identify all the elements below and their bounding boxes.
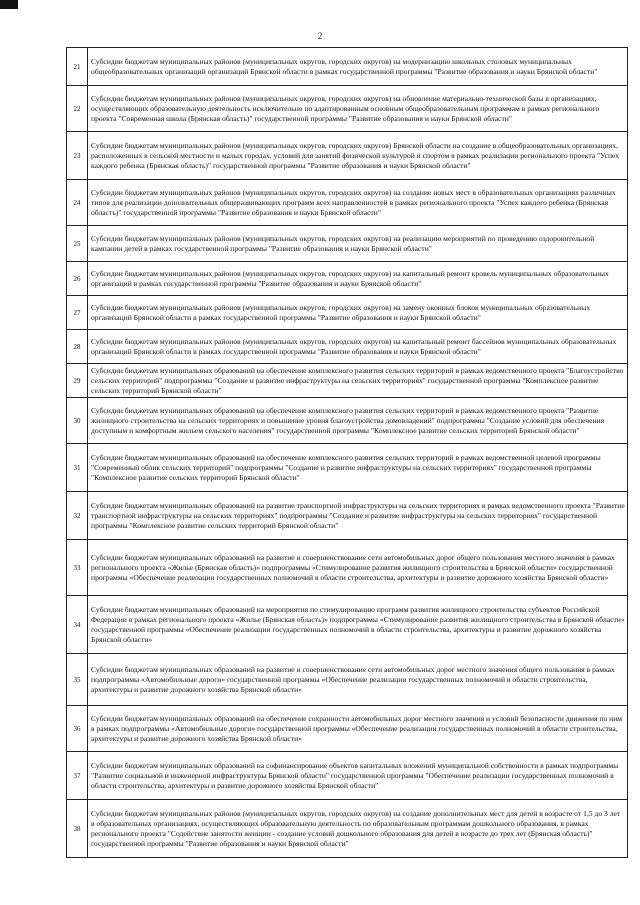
table-row xyxy=(67,132,628,180)
row-number: 27 xyxy=(67,296,88,330)
row-description: Субсидии бюджетам муниципальных образований на обеспечение комплексного развития сельских территорий в рамках ведомственной целевой программы "Современный облик сельских территорий" подпрограммы "Создание и развитие инфраструктуры на сельских территориях" государственной программы "Комплексное развитие сельских территорий Брянской области" xyxy=(91,452,601,482)
table-row xyxy=(67,226,628,262)
row-number: 33 xyxy=(67,540,88,596)
table-row xyxy=(67,364,628,398)
row-description: Субсидии бюджетам муниципальных образований на обеспечение комплексного развития сельских территорий в рамках ведомственного проекта "Развитие жилищного строительства на сельских территориях и повышение уровня благоустройства домовладений" подпрограммы "Создание условий для обеспечения доступным и комфортным жильем сельского населения" государственной программы "Комплексное развитие сельских территорий Брянской области" xyxy=(91,405,605,435)
table-row xyxy=(67,654,628,706)
row-description: Субсидии бюджетам муниципальных районов (муниципальных округов, городских округов) на капитальный ремонт бассейнов муниципальных образовательных организаций Брянской области в рамках государственной программы "Развитие образования и науки Брянской области" xyxy=(91,336,617,356)
row-description: Субсидии бюджетам муниципальных образований на обеспечение комплексного развития сельских территорий в рамках ведомственного проекта "Благоустройство сельских территорий" подпрограммы "Создание и развитие инфраструктуры на сельских территориях" государственной программы "Комплексное развитие сельских территорий Брянской области" xyxy=(91,365,624,395)
table-row xyxy=(67,398,628,444)
page-number: 2 xyxy=(317,31,323,41)
subsidies-table xyxy=(66,47,628,858)
table-row xyxy=(67,706,628,752)
row-number: 34 xyxy=(67,596,88,654)
table-row xyxy=(67,444,628,492)
row-number: 26 xyxy=(67,262,88,296)
row-number: 37 xyxy=(67,752,88,800)
table-row xyxy=(67,800,628,858)
row-description: Субсидии бюджетам муниципальных районов (муниципальных округов, городских округов) на замену оконных блоков муниципальных образовательных организаций Брянской области в рамках государственной программы "Развитие образования и науки Брянской области" xyxy=(91,302,591,322)
row-number: 30 xyxy=(67,398,88,444)
row-number: 24 xyxy=(67,180,88,226)
table-row xyxy=(67,492,628,540)
row-number: 35 xyxy=(67,654,88,706)
row-description: Субсидии бюджетам муниципальных районов (муниципальных округов, городских округов) на реализацию мероприятий по проведению оздоровительной кампании детей в рамках государственной программы "Развитие образования и науки Брянской области" xyxy=(91,233,595,253)
row-description: Субсидии бюджетам муниципальных образований на софинансирование объектов капитальных вложений муниципальной собственности в рамках подпрограммы "Развитие социальной и инженерной инфраструктуры Брянской области" государственной программы "Обеспечение реализации государственных полномочий в области строительства, архитектуры и развитие дорожного хозяйства Брянской области" xyxy=(91,760,619,790)
table-row xyxy=(67,752,628,800)
row-number: 23 xyxy=(67,132,88,180)
table-row xyxy=(67,596,628,654)
row-description: Субсидии бюджетам муниципальных образований на развитие и совершенствование сети автомобильных дорог общего пользования местного значения в рамках регионального проекта «Жилье (Брянская область)» подпрограммы «Стимулирование развития жилищного строительства в Брянской области» государственной программы «Обеспечение реализации государственных полномочий в области строительства, архитектуры и развитие дорожного хозяйства Брянской области» xyxy=(91,552,615,582)
table-row xyxy=(67,262,628,296)
row-number: 29 xyxy=(67,364,88,398)
row-number: 25 xyxy=(67,226,88,262)
row-number: 38 xyxy=(67,800,88,858)
row-description: Субсидии бюджетам муниципальных районов (муниципальных округов, городских округов) на модернизацию школьных столовых муниципальных общеобразовательных организаций организаций Брянской области в рамках государственной программы "Развитие образования и науки Брянской области" xyxy=(91,56,598,76)
row-description: Субсидии бюджетам муниципальных образований на развитие и совершенствование сети автомобильных дорог местного значения общего пользования в рамках подпрограммы «Автомобильные дороги» государственной программы «Обеспечение реализации государственных полномочий в области строительства, архитектуры и развитие дорожного хозяйства Брянской области» xyxy=(91,664,615,694)
row-number: 21 xyxy=(67,48,88,86)
row-number: 22 xyxy=(67,86,88,132)
table-row xyxy=(67,48,628,86)
row-description: Субсидии бюджетам муниципальных районов (муниципальных округов, городских округов) Брянской области на создание в общеобразовательных организациях, расположенных в сельской местности и малых городах, условий для занятий физической культурой и спортом в рамках реализации регионального проекта "Успех каждого ребенка (Брянская область)" государственной программы "Развитие образования и науки Брянской области" xyxy=(91,140,620,170)
row-number: 31 xyxy=(67,444,88,492)
row-number: 36 xyxy=(67,706,88,752)
row-description: Субсидии бюджетам муниципальных образований на развитие транспортной инфраструктуры на сельских территориях в рамках ведомственного проекта "Развитие транспортной инфраструктуры на сельских территориях" подпрограммы "Создание и развитие инфраструктуры на сельских территориях" государственной программы "Комплексное развитие сельских территорий Брянской области" xyxy=(91,500,625,530)
row-number: 28 xyxy=(67,330,88,364)
row-number: 32 xyxy=(67,492,88,540)
table-row xyxy=(67,540,628,596)
table-row xyxy=(67,330,628,364)
table-row xyxy=(67,296,628,330)
table-row xyxy=(67,180,628,226)
row-description: Субсидии бюджетам муниципальных районов (муниципальных округов, городских округов) на обновление материально-технической базы в организациях, осуществляющих образовательную деятельность исключительно по адаптированным основным общеобразовательным программам в рамках регионального проекта "Современная школа (Брянская область)" государственной программы "Развитие образования и науки Брянской области" xyxy=(91,93,600,123)
row-description: Субсидии бюджетам муниципальных образований на мероприятия по стимулированию программ развития жилищного строительства субъектов Российской Федерации в рамках регионального проекта «Жилье (Брянская область)» подпрограммы «Стимулирование развития жилищного строительства в Брянской области» государственной программы «Обеспечение реализации государственных полномочий в области строительства, архитектуры и развитие дорожного хозяйства Брянской области» xyxy=(91,604,625,644)
row-description: Субсидии бюджетам муниципальных образований на обеспечение сохранности автомобильных дорог местного значения и условий безопасности движения по ним в рамках подпрограммы «Автомобильные дороги» государственной программы «Обеспечение реализации государственных полномочий в области строительства, архитектуры и развитие дорожного хозяйства Брянской области» xyxy=(91,713,623,743)
row-description: Субсидии бюджетам муниципальных районов (муниципальных округов, городских округов) на создание дополнительных мест для детей в возрасте от 1,5 до 3 лет в образовательных организациях, осуществляющих образовательную деятельность по образовательным программам дошкольного образования, в рамках регионального проекта "Содействие занятости женщин - создание условий дошкольного образования для детей в возрасте до трех лет (Брянская область)" государственной программы "Развитие образования и науки Брянской области" xyxy=(91,808,621,848)
scan-corner-mark xyxy=(0,0,18,9)
table-row xyxy=(67,86,628,132)
row-description: Субсидии бюджетам муниципальных районов (муниципальных округов, городских округов) на создание новых мест в образовательных организациях различных типов для реализации дополнительных общеразвивающих программ всех направленностей в рамках регионального проекта "Успех каждого ребенка (Брянская область)" государственной программы "Развитие образования и науки Брянской области" xyxy=(91,187,616,217)
row-description: Субсидии бюджетам муниципальных районов (муниципальных округов, городских округов) на капитальный ремонт кровель муниципальных образовательных организаций в рамках государственной программы "Развитие образования и науки Брянской области" xyxy=(91,268,609,288)
